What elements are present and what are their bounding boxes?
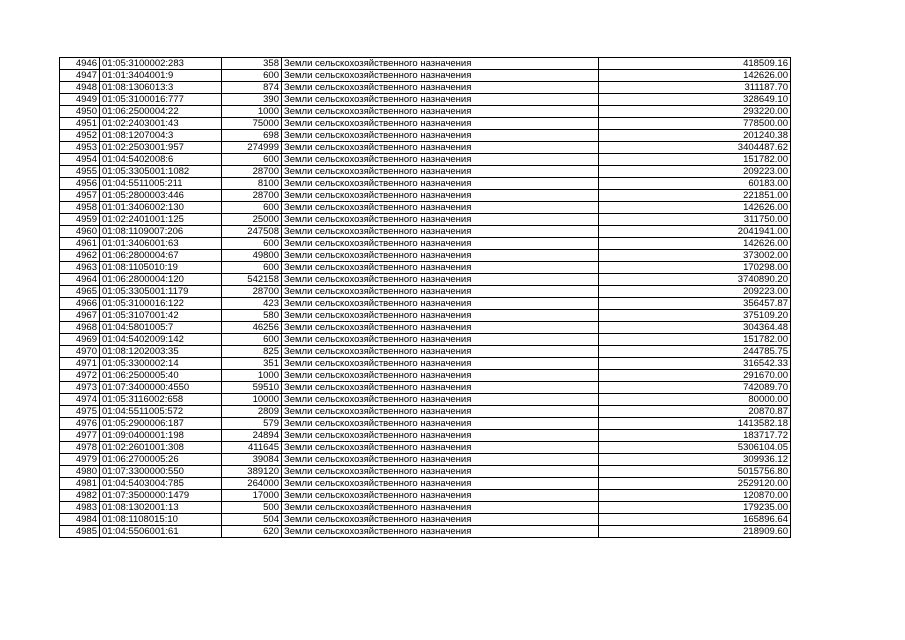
cadastral-value-cell: 778500.00 (599, 118, 791, 130)
table-row (60, 334, 791, 346)
cadastral-value-cell: 151782.00 (599, 154, 791, 166)
cadastral-number-cell: 01:04:5402009:142 (100, 334, 222, 346)
area-value-cell: 28700 (222, 166, 282, 178)
row-number-cell: 4953 (60, 142, 100, 154)
row-number-cell: 4974 (60, 394, 100, 406)
cadastral-number-cell: 01:02:2401001:125 (100, 214, 222, 226)
land-category-cell: Земли сельскохозяйственного назначения (282, 82, 599, 94)
land-category-cell: Земли сельскохозяйственного назначения (282, 106, 599, 118)
table-row (60, 394, 791, 406)
cadastral-number-cell: 01:04:5511005:211 (100, 178, 222, 190)
row-number-cell: 4972 (60, 370, 100, 382)
area-value-cell: 75000 (222, 118, 282, 130)
table-row (60, 418, 791, 430)
area-value-cell: 28700 (222, 190, 282, 202)
row-number-cell: 4978 (60, 442, 100, 454)
table-row (60, 142, 791, 154)
area-value-cell: 49800 (222, 250, 282, 262)
table-row (60, 166, 791, 178)
cadastral-number-cell: 01:05:3116002:658 (100, 394, 222, 406)
cadastral-number-cell: 01:05:3300002:14 (100, 358, 222, 370)
land-category-cell: Земли сельскохозяйственного назначения (282, 382, 599, 394)
table-row (60, 478, 791, 490)
row-number-cell: 4969 (60, 334, 100, 346)
table-row (60, 298, 791, 310)
cadastral-number-cell: 01:05:2900006:187 (100, 418, 222, 430)
cadastral-number-cell: 01:08:1109007:206 (100, 226, 222, 238)
table-row (60, 58, 791, 70)
land-category-cell: Земли сельскохозяйственного назначения (282, 466, 599, 478)
table-row (60, 106, 791, 118)
area-value-cell: 1000 (222, 106, 282, 118)
area-value-cell: 600 (222, 202, 282, 214)
cadastral-value-cell: 304364.48 (599, 322, 791, 334)
cadastral-number-cell: 01:08:1306013:3 (100, 82, 222, 94)
row-number-cell: 4959 (60, 214, 100, 226)
row-number-cell: 4971 (60, 358, 100, 370)
area-value-cell: 504 (222, 514, 282, 526)
land-category-cell: Земли сельскохозяйственного назначения (282, 70, 599, 82)
row-number-cell: 4963 (60, 262, 100, 274)
table-row (60, 82, 791, 94)
cadastral-value-cell: 3404487.62 (599, 142, 791, 154)
cadastral-value-cell: 291670.00 (599, 370, 791, 382)
table-row (60, 322, 791, 334)
cadastral-value-cell: 293220.00 (599, 106, 791, 118)
cadastral-number-cell: 01:08:1202003:35 (100, 346, 222, 358)
table-row (60, 466, 791, 478)
table-row (60, 262, 791, 274)
cadastral-number-cell: 01:09:0400001:198 (100, 430, 222, 442)
cadastral-number-cell: 01:04:5506001:61 (100, 526, 222, 538)
area-value-cell: 24894 (222, 430, 282, 442)
cadastral-value-cell: 151782.00 (599, 334, 791, 346)
cadastral-number-cell: 01:02:2503001:957 (100, 142, 222, 154)
row-number-cell: 4975 (60, 406, 100, 418)
cadastral-value-cell: 356457.87 (599, 298, 791, 310)
land-category-cell: Земли сельскохозяйственного назначения (282, 394, 599, 406)
cadastral-value-cell: 328649.10 (599, 94, 791, 106)
land-category-cell: Земли сельскохозяйственного назначения (282, 262, 599, 274)
area-value-cell: 825 (222, 346, 282, 358)
row-number-cell: 4958 (60, 202, 100, 214)
area-value-cell: 542158 (222, 274, 282, 286)
land-category-cell: Земли сельскохозяйственного назначения (282, 118, 599, 130)
cadastral-number-cell: 01:06:2800004:67 (100, 250, 222, 262)
table-row (60, 178, 791, 190)
cadastral-value-cell: 418509.16 (599, 58, 791, 70)
land-category-cell: Земли сельскохозяйственного назначения (282, 418, 599, 430)
cadastral-value-cell: 2041941.00 (599, 226, 791, 238)
land-category-cell: Земли сельскохозяйственного назначения (282, 334, 599, 346)
land-category-cell: Земли сельскохозяйственного назначения (282, 310, 599, 322)
row-number-cell: 4960 (60, 226, 100, 238)
area-value-cell: 579 (222, 418, 282, 430)
row-number-cell: 4984 (60, 514, 100, 526)
cadastral-number-cell: 01:05:2800003:446 (100, 190, 222, 202)
cadastral-value-cell: 3740890.20 (599, 274, 791, 286)
row-number-cell: 4980 (60, 466, 100, 478)
row-number-cell: 4962 (60, 250, 100, 262)
table-row (60, 502, 791, 514)
cadastral-value-cell: 170298.00 (599, 262, 791, 274)
table-row (60, 274, 791, 286)
cadastral-number-cell: 01:05:3305001:1082 (100, 166, 222, 178)
land-category-cell: Земли сельскохозяйственного назначения (282, 442, 599, 454)
cadastral-number-cell: 01:06:2800004:120 (100, 274, 222, 286)
row-number-cell: 4950 (60, 106, 100, 118)
table-row (60, 70, 791, 82)
cadastral-value-cell: 142626.00 (599, 70, 791, 82)
row-number-cell: 4961 (60, 238, 100, 250)
row-number-cell: 4968 (60, 322, 100, 334)
cadastral-value-cell: 221851.00 (599, 190, 791, 202)
row-number-cell: 4967 (60, 310, 100, 322)
table-row (60, 94, 791, 106)
cadastral-number-cell: 01:06:2700005:26 (100, 454, 222, 466)
cadastral-value-cell: 60183.00 (599, 178, 791, 190)
cadastral-number-cell: 01:01:3406002:130 (100, 202, 222, 214)
cadastral-number-cell: 01:07:3500000:1479 (100, 490, 222, 502)
land-category-cell: Земли сельскохозяйственного назначения (282, 178, 599, 190)
area-value-cell: 698 (222, 130, 282, 142)
land-category-cell: Земли сельскохозяйственного назначения (282, 490, 599, 502)
table-row (60, 346, 791, 358)
cadastral-number-cell: 01:05:3100016:122 (100, 298, 222, 310)
cadastral-number-cell: 01:08:1207004:3 (100, 130, 222, 142)
land-category-cell: Земли сельскохозяйственного назначения (282, 250, 599, 262)
area-value-cell: 351 (222, 358, 282, 370)
cadastral-value-cell: 209223.00 (599, 166, 791, 178)
table-row (60, 526, 791, 538)
land-category-cell: Земли сельскохозяйственного назначения (282, 526, 599, 538)
land-category-cell: Земли сельскохозяйственного назначения (282, 514, 599, 526)
cadastral-number-cell: 01:01:3404001:9 (100, 70, 222, 82)
row-number-cell: 4965 (60, 286, 100, 298)
row-number-cell: 4973 (60, 382, 100, 394)
land-category-cell: Земли сельскохозяйственного назначения (282, 274, 599, 286)
area-value-cell: 25000 (222, 214, 282, 226)
area-value-cell: 390 (222, 94, 282, 106)
land-category-cell: Земли сельскохозяйственного назначения (282, 286, 599, 298)
cadastral-number-cell: 01:07:3300000:550 (100, 466, 222, 478)
area-value-cell: 28700 (222, 286, 282, 298)
cadastral-number-cell: 01:04:5403004:785 (100, 478, 222, 490)
table-row (60, 490, 791, 502)
area-value-cell: 500 (222, 502, 282, 514)
cadastral-value-cell: 1413582.18 (599, 418, 791, 430)
cadastral-number-cell: 01:07:3400000:4550 (100, 382, 222, 394)
cadastral-value-cell: 201240.38 (599, 130, 791, 142)
land-category-cell: Земли сельскохозяйственного назначения (282, 166, 599, 178)
cadastral-value-cell: 375109.20 (599, 310, 791, 322)
cadastral-value-cell: 209223.00 (599, 286, 791, 298)
cadastral-value-cell: 742089.70 (599, 382, 791, 394)
area-value-cell: 600 (222, 238, 282, 250)
row-number-cell: 4949 (60, 94, 100, 106)
document-page (59, 57, 790, 538)
table-row (60, 310, 791, 322)
land-category-cell: Земли сельскохозяйственного назначения (282, 346, 599, 358)
land-category-cell: Земли сельскохозяйственного назначения (282, 322, 599, 334)
row-number-cell: 4976 (60, 418, 100, 430)
land-category-cell: Земли сельскохозяйственного назначения (282, 430, 599, 442)
cadastral-value-cell: 183717.72 (599, 430, 791, 442)
cadastral-value-cell: 311187.70 (599, 82, 791, 94)
cadastral-number-cell: 01:05:3107001:42 (100, 310, 222, 322)
row-number-cell: 4964 (60, 274, 100, 286)
area-value-cell: 1000 (222, 370, 282, 382)
area-value-cell: 2809 (222, 406, 282, 418)
row-number-cell: 4977 (60, 430, 100, 442)
table-row (60, 130, 791, 142)
cadastral-value-cell: 311750.00 (599, 214, 791, 226)
cadastral-number-cell: 01:05:3100016:777 (100, 94, 222, 106)
area-value-cell: 600 (222, 154, 282, 166)
cadastral-value-cell: 80000.00 (599, 394, 791, 406)
table-row (60, 286, 791, 298)
land-category-cell: Земли сельскохозяйственного назначения (282, 154, 599, 166)
cadastral-value-cell: 5306104.05 (599, 442, 791, 454)
area-value-cell: 411645 (222, 442, 282, 454)
row-number-cell: 4947 (60, 70, 100, 82)
table-row (60, 226, 791, 238)
row-number-cell: 4979 (60, 454, 100, 466)
area-value-cell: 10000 (222, 394, 282, 406)
table-row (60, 406, 791, 418)
land-category-cell: Земли сельскохозяйственного назначения (282, 298, 599, 310)
cadastral-value-cell: 142626.00 (599, 202, 791, 214)
land-category-cell: Земли сельскохозяйственного назначения (282, 370, 599, 382)
cadastral-value-cell: 165896.64 (599, 514, 791, 526)
row-number-cell: 4951 (60, 118, 100, 130)
table-row (60, 238, 791, 250)
land-category-cell: Земли сельскохозяйственного назначения (282, 238, 599, 250)
land-category-cell: Земли сельскохозяйственного назначения (282, 58, 599, 70)
land-category-cell: Земли сельскохозяйственного назначения (282, 226, 599, 238)
row-number-cell: 4957 (60, 190, 100, 202)
land-category-cell: Земли сельскохозяйственного назначения (282, 406, 599, 418)
cadastral-value-cell: 316542.33 (599, 358, 791, 370)
table-row (60, 430, 791, 442)
land-category-cell: Земли сельскохозяйственного назначения (282, 214, 599, 226)
cadastral-value-cell: 142626.00 (599, 238, 791, 250)
area-value-cell: 600 (222, 70, 282, 82)
row-number-cell: 4955 (60, 166, 100, 178)
row-number-cell: 4981 (60, 478, 100, 490)
cadastral-number-cell: 01:05:3305001:1179 (100, 286, 222, 298)
area-value-cell: 17000 (222, 490, 282, 502)
land-category-cell: Земли сельскохозяйственного назначения (282, 478, 599, 490)
table-row (60, 250, 791, 262)
cadastral-number-cell: 01:04:5402008:6 (100, 154, 222, 166)
cadastral-value-cell: 120870.00 (599, 490, 791, 502)
table-row (60, 118, 791, 130)
area-value-cell: 274999 (222, 142, 282, 154)
cadastral-number-cell: 01:02:2601001:308 (100, 442, 222, 454)
area-value-cell: 600 (222, 262, 282, 274)
table-body (60, 58, 791, 538)
area-value-cell: 39084 (222, 454, 282, 466)
cadastral-number-cell: 01:01:3406001:63 (100, 238, 222, 250)
area-value-cell: 264000 (222, 478, 282, 490)
cadastral-value-cell: 218909.60 (599, 526, 791, 538)
area-value-cell: 620 (222, 526, 282, 538)
area-value-cell: 247508 (222, 226, 282, 238)
row-number-cell: 4966 (60, 298, 100, 310)
table-row (60, 154, 791, 166)
land-category-cell: Земли сельскохозяйственного назначения (282, 190, 599, 202)
row-number-cell: 4948 (60, 82, 100, 94)
row-number-cell: 4956 (60, 178, 100, 190)
cadastral-value-cell: 179235.00 (599, 502, 791, 514)
land-registry-table (59, 57, 791, 538)
row-number-cell: 4954 (60, 154, 100, 166)
cadastral-number-cell: 01:04:5801005:7 (100, 322, 222, 334)
cadastral-number-cell: 01:08:1105010:19 (100, 262, 222, 274)
table-row (60, 214, 791, 226)
cadastral-value-cell: 20870.87 (599, 406, 791, 418)
row-number-cell: 4983 (60, 502, 100, 514)
cadastral-value-cell: 5015756.80 (599, 466, 791, 478)
row-number-cell: 4982 (60, 490, 100, 502)
table-row (60, 442, 791, 454)
cadastral-number-cell: 01:06:2500005:40 (100, 370, 222, 382)
cadastral-value-cell: 244785.75 (599, 346, 791, 358)
area-value-cell: 874 (222, 82, 282, 94)
area-value-cell: 358 (222, 58, 282, 70)
area-value-cell: 8100 (222, 178, 282, 190)
cadastral-number-cell: 01:06:2500004:22 (100, 106, 222, 118)
area-value-cell: 46256 (222, 322, 282, 334)
row-number-cell: 4946 (60, 58, 100, 70)
land-category-cell: Земли сельскохозяйственного назначения (282, 454, 599, 466)
area-value-cell: 59510 (222, 382, 282, 394)
table-row (60, 190, 791, 202)
area-value-cell: 580 (222, 310, 282, 322)
land-category-cell: Земли сельскохозяйственного назначения (282, 94, 599, 106)
table-row (60, 358, 791, 370)
table-row (60, 514, 791, 526)
area-value-cell: 389120 (222, 466, 282, 478)
cadastral-number-cell: 01:08:1302001:13 (100, 502, 222, 514)
cadastral-value-cell: 309936.12 (599, 454, 791, 466)
land-category-cell: Земли сельскохозяйственного назначения (282, 202, 599, 214)
row-number-cell: 4985 (60, 526, 100, 538)
row-number-cell: 4970 (60, 346, 100, 358)
row-number-cell: 4952 (60, 130, 100, 142)
cadastral-value-cell: 373002.00 (599, 250, 791, 262)
cadastral-number-cell: 01:02:2403001:43 (100, 118, 222, 130)
land-category-cell: Земли сельскохозяйственного назначения (282, 502, 599, 514)
cadastral-value-cell: 2529120.00 (599, 478, 791, 490)
area-value-cell: 423 (222, 298, 282, 310)
cadastral-number-cell: 01:08:1108015:10 (100, 514, 222, 526)
table-row (60, 454, 791, 466)
table-row (60, 202, 791, 214)
table-row (60, 382, 791, 394)
table-row (60, 370, 791, 382)
land-category-cell: Земли сельскохозяйственного назначения (282, 142, 599, 154)
land-category-cell: Земли сельскохозяйственного назначения (282, 358, 599, 370)
cadastral-number-cell: 01:05:3100002:283 (100, 58, 222, 70)
land-category-cell: Земли сельскохозяйственного назначения (282, 130, 599, 142)
cadastral-number-cell: 01:04:5511005:572 (100, 406, 222, 418)
area-value-cell: 600 (222, 334, 282, 346)
